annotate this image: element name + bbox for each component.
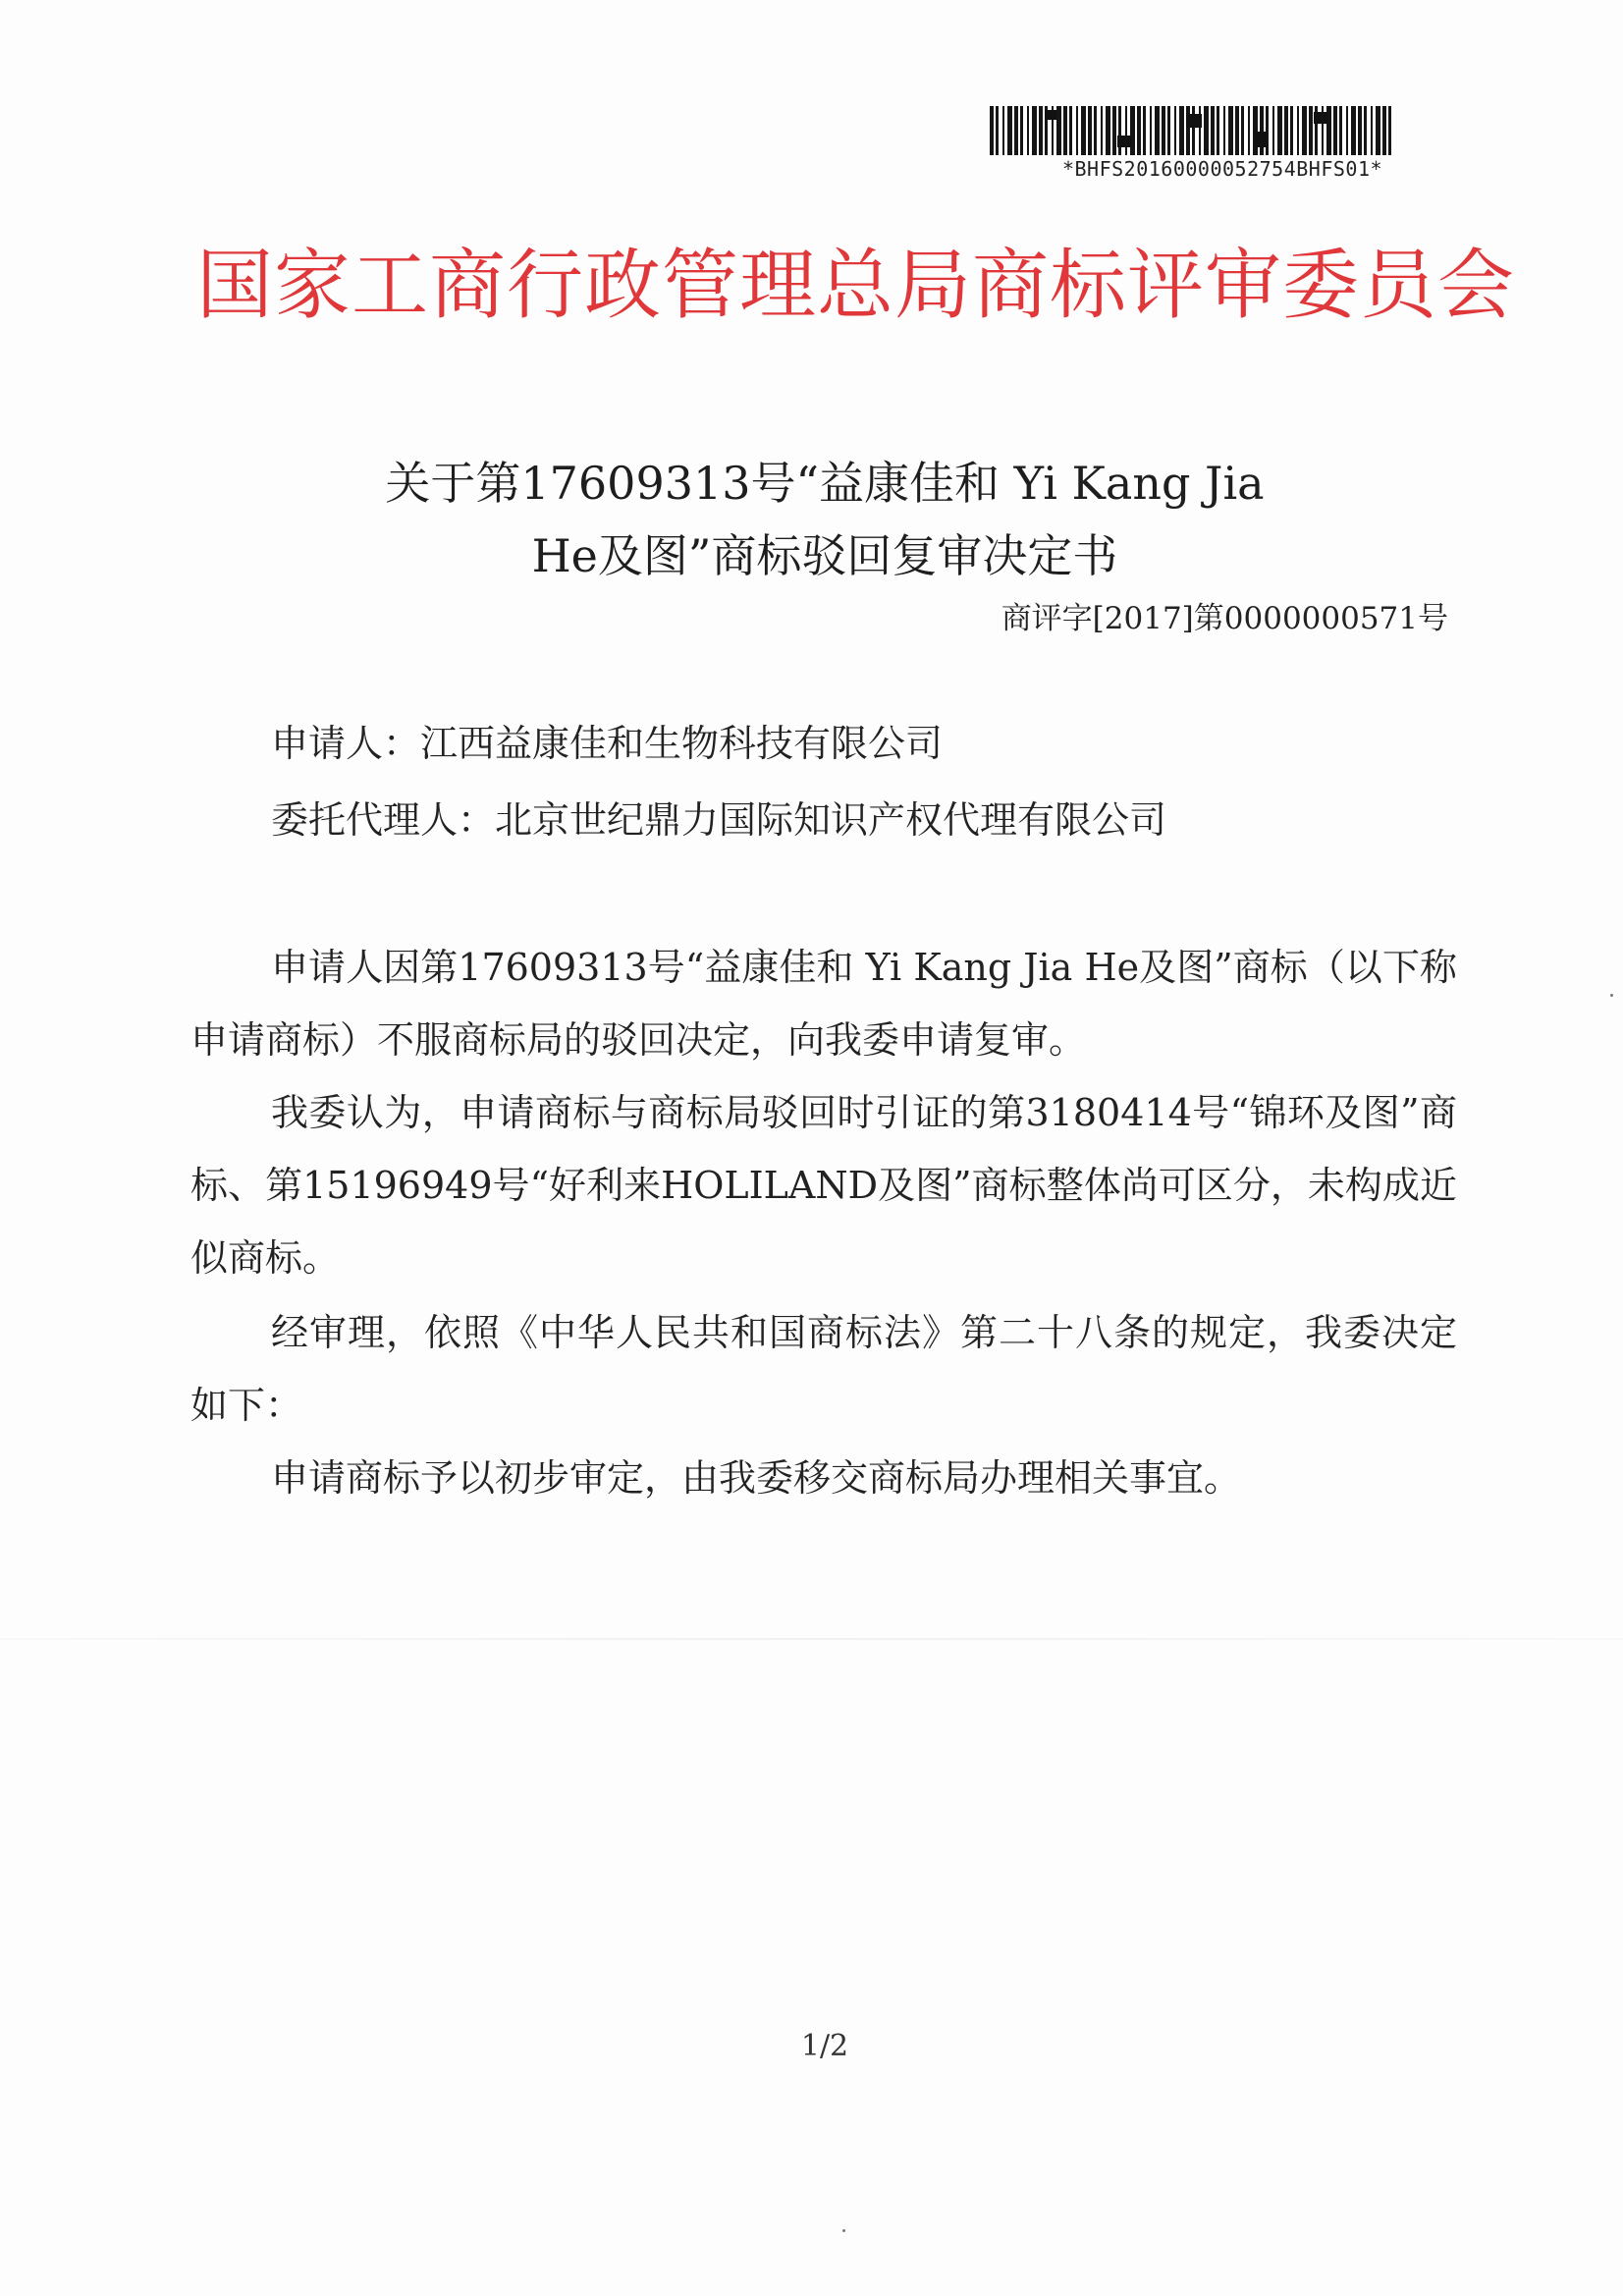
scan-artifact-line: [0, 1638, 1623, 1640]
barcode-module: [1186, 114, 1202, 128]
barcode-text: *BHFS20160000052754BHFS01*: [1061, 157, 1383, 181]
page-number: 1/2: [800, 2029, 849, 2063]
barcode-image: [990, 106, 1394, 155]
agent-field: [271, 790, 1166, 844]
barcode-module: [1117, 136, 1131, 147]
document-title-line-1: 关于第17609313号“益康佳和 Yi Kang Jia: [385, 457, 1265, 510]
agent-value: 北京世纪鼎力国际知识产权代理有限公司: [495, 798, 1167, 842]
body-paragraph: 申请商标予以初步审定，由我委移交商标局办理相关事宜。: [271, 1456, 1242, 1500]
scan-speck: [842, 2229, 845, 2232]
barcode-module: [1314, 112, 1327, 124]
applicant-field: [271, 713, 943, 767]
body-paragraph: 经审理，依照《中华人民共和国商标法》第二十八条的规定，我委决定如下：: [190, 1311, 1457, 1427]
agent-label: 委托代理人：: [271, 798, 496, 842]
scan-speck: [1610, 994, 1613, 997]
applicant-value: 江西益康佳和生物科技有限公司: [420, 722, 944, 765]
barcode-module: [1045, 110, 1056, 120]
body-paragraph: 我委认为，申请商标与商标局驳回时引证的第3180414号“锦环及图”商标、第15196949号“好利来HOLILAND及图”商标整体尚可区分，未构成近似商标。: [190, 1091, 1457, 1280]
applicant-label: 申请人：: [271, 722, 421, 765]
barcode-module: [1255, 132, 1267, 147]
document-number: 商评字[2017]第0000000571号: [1001, 601, 1448, 636]
organization-title: 国家工商行政管理总局商标评审委员会: [196, 242, 1516, 330]
document-title-line-2: He及图”商标驳回复审决定书: [531, 529, 1118, 582]
body-paragraph: 申请人因第17609313号“益康佳和 Yi Kang Jia He及图”商标（以下称申请商标）不服商标局的驳回决定，向我委申请复审。: [190, 946, 1457, 1062]
